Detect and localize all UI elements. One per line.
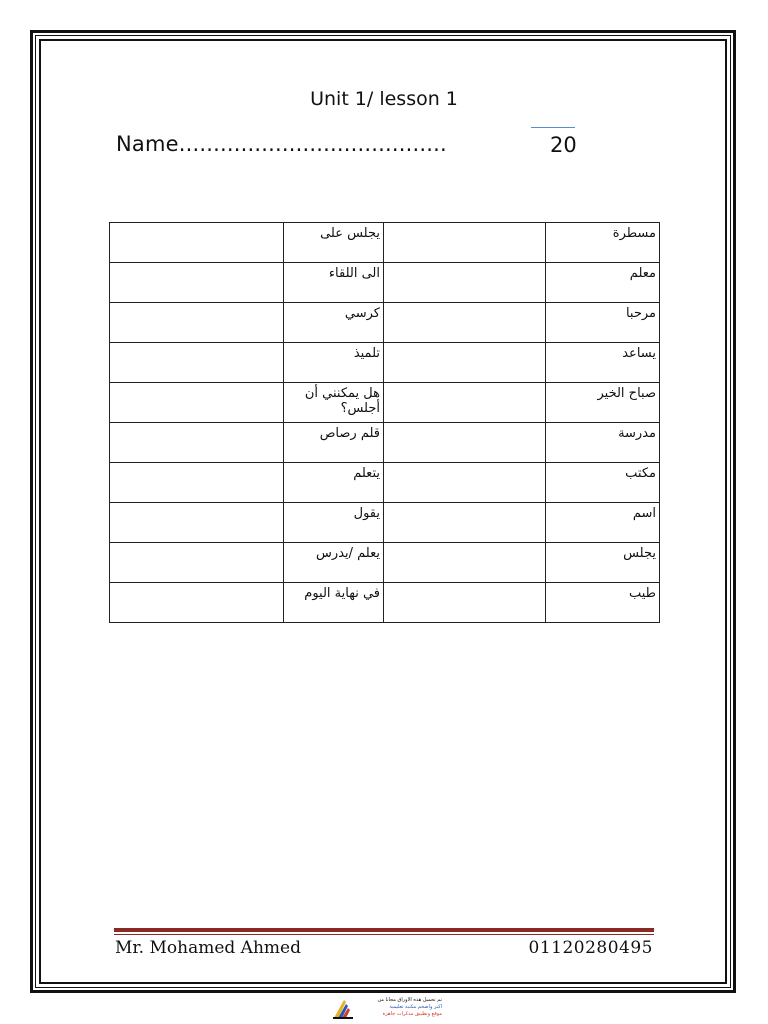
logo-line-2: اكبر واضخم مكتبة تعليمية [389,1004,442,1010]
table-cell [384,503,546,543]
table-cell: يعلم /يدرس [284,543,384,583]
table-row [110,383,660,423]
table-cell [384,343,546,383]
teacher-phone: 01120280495 [528,938,653,958]
logo-line-1: تم تحميل هذه الأوراق مجانا من [377,997,442,1003]
table-cell [110,263,284,303]
table-row [110,263,660,303]
table-row [110,343,660,383]
table-cell [384,543,546,583]
table-row [110,423,660,463]
table-cell: يجلس على [284,223,384,263]
table-row [110,463,660,503]
table-cell: يساعد [546,343,660,383]
table-cell: قلم رصاص [284,423,384,463]
table-cell [110,583,284,623]
table-cell: الى اللقاء [284,263,384,303]
table-cell: مسطرة [546,223,660,263]
site-logo [332,996,442,1020]
table-cell: كرسي [284,303,384,343]
table-cell: يقول [284,503,384,543]
vocabulary-table [109,222,660,623]
table-cell [110,303,284,343]
logo-line-3: موقع وتطبيق مذكرات جاهزة [382,1011,442,1017]
table-cell [110,343,284,383]
table-cell [110,423,284,463]
table-cell [110,383,284,423]
table-cell [110,463,284,503]
table-cell [110,223,284,263]
logo-mark-icon [332,996,354,1020]
table-cell: تلميذ [284,343,384,383]
table-cell [384,223,546,263]
table-cell: مكتب [546,463,660,503]
table-row [110,503,660,543]
table-row [110,543,660,583]
table-cell: مدرسة [546,423,660,463]
table-cell [384,383,546,423]
table-cell: صباح الخير [546,383,660,423]
table-cell: يتعلم [284,463,384,503]
table-cell: طيب [546,583,660,623]
table-cell [110,543,284,583]
table-row [110,223,660,263]
score-total: 20 [550,133,577,157]
worksheet-title: Unit 1/ lesson 1 [310,88,458,110]
footer-rule [114,928,654,932]
footer-rule-thin [114,934,654,935]
teacher-name: Mr. Mohamed Ahmed [115,938,301,958]
table-cell: في نهاية اليوم [284,583,384,623]
table-cell: هل يمكنني أن أجلس؟ [284,383,384,423]
table-row [110,583,660,623]
table-row [110,303,660,343]
table-cell: يجلس [546,543,660,583]
table-cell: مرحبا [546,303,660,343]
table-cell [384,303,546,343]
table-cell: اسم [546,503,660,543]
table-cell [384,263,546,303]
name-field-label: Name....................................... [116,132,447,156]
table-cell [384,583,546,623]
table-cell [384,463,546,503]
table-cell [384,423,546,463]
table-cell: معلم [546,263,660,303]
table-cell [110,503,284,543]
score-line [531,127,575,128]
